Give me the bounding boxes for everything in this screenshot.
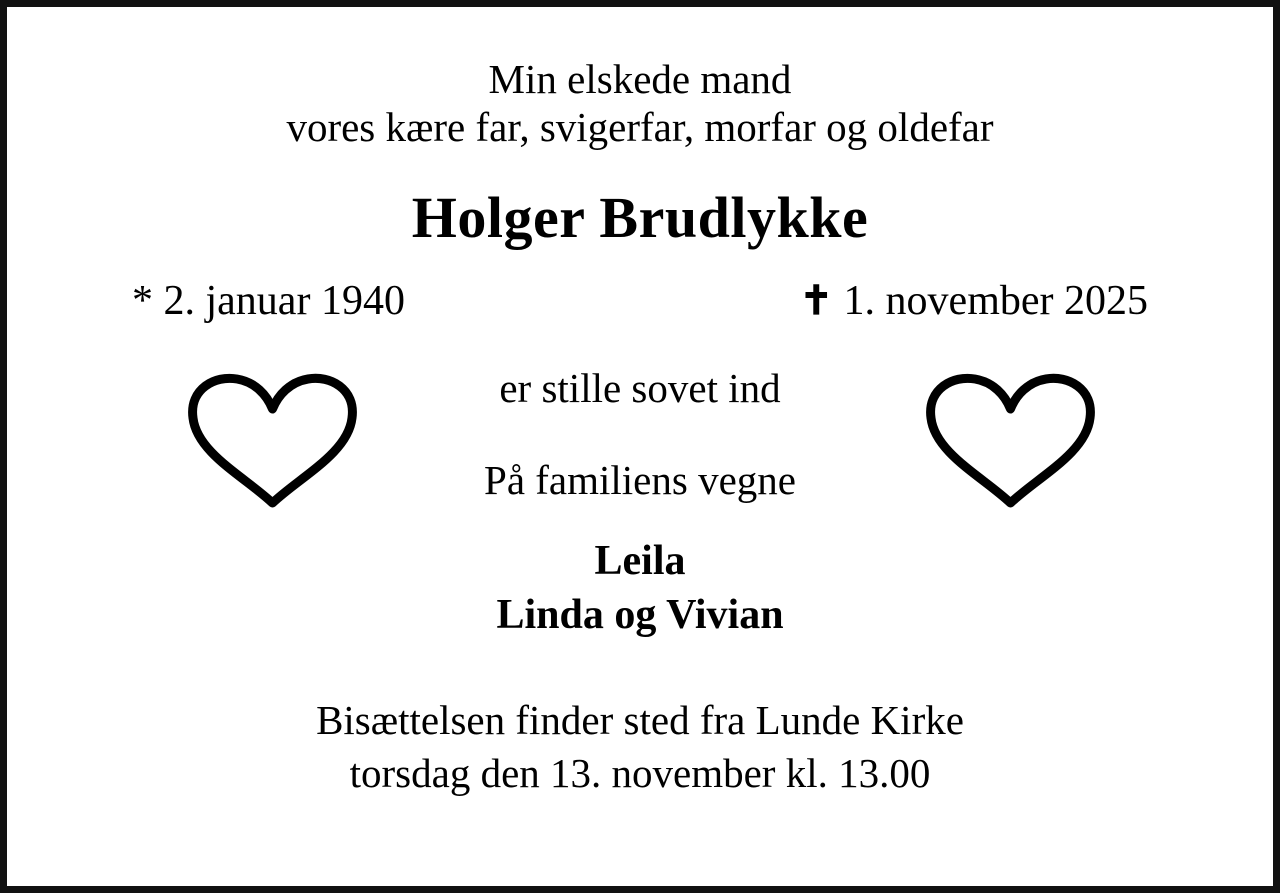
death-date-group bbox=[800, 277, 1170, 325]
family-line-1: Leila bbox=[594, 537, 686, 584]
dates-row bbox=[110, 277, 1170, 325]
passing-line: er stille sovet ind bbox=[499, 364, 781, 411]
heart-icon-left bbox=[185, 373, 360, 508]
death-date: 1. november 2025 bbox=[843, 277, 1148, 324]
family-block bbox=[7, 535, 1273, 643]
family-line-2: Linda og Vivian bbox=[496, 591, 784, 638]
service-line-2: torsdag den 13. november kl. 13.00 bbox=[349, 749, 931, 796]
middle-block bbox=[7, 363, 1273, 643]
cross-icon: ✝ bbox=[799, 277, 834, 323]
intro-block bbox=[286, 55, 993, 152]
service-details bbox=[316, 694, 964, 799]
birth-date: * 2. januar 1940 bbox=[132, 277, 405, 324]
behalf-line: På familiens vegne bbox=[484, 456, 796, 503]
heart-icon-right bbox=[923, 373, 1098, 508]
deceased-name: Holger Brudlykke bbox=[411, 184, 869, 250]
intro-line-2: vores kære far, svigerfar, morfar og oldefar bbox=[286, 104, 994, 151]
service-line-1: Bisættelsen finder sted fra Lunde Kirke bbox=[316, 697, 964, 744]
intro-line-1: Min elskede mand bbox=[488, 56, 792, 102]
